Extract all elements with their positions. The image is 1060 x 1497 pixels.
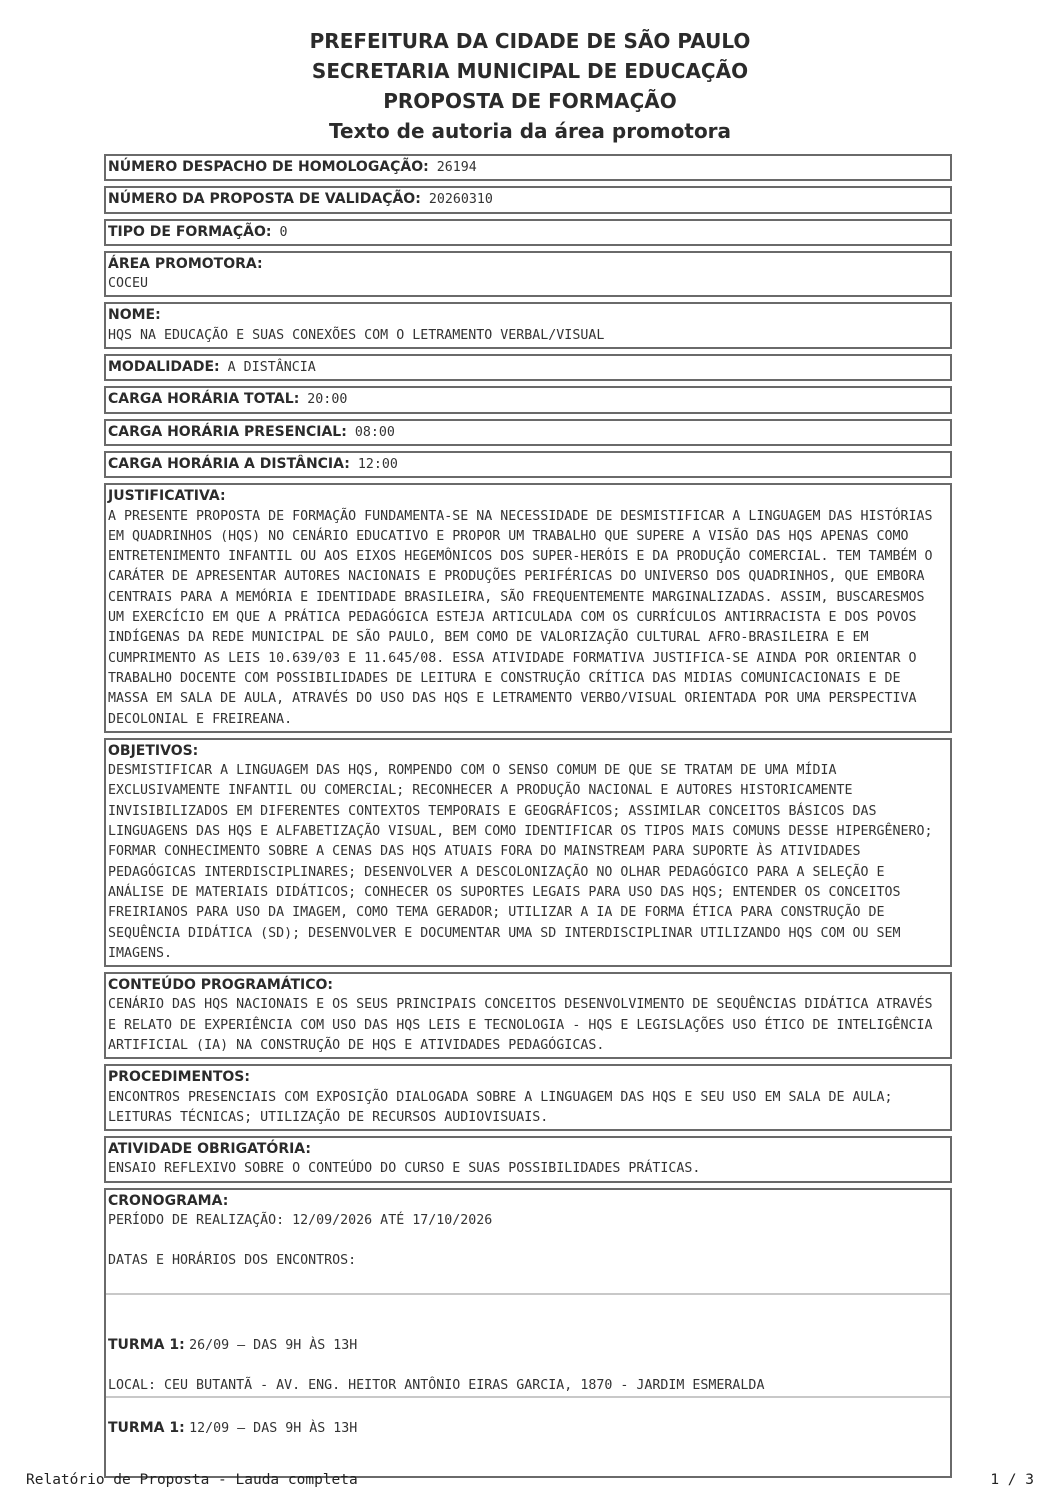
field-label: MODALIDADE:	[108, 359, 220, 376]
field-label: ATIVIDADE OBRIGATÓRIA:	[108, 1141, 311, 1158]
field-nome	[104, 302, 952, 349]
field-carga-total	[104, 386, 952, 413]
turma-value: 26/09 – DAS 9H ÀS 13H	[189, 1337, 358, 1353]
field-despacho	[104, 154, 952, 181]
field-value: ENCONTROS PRESENCIAIS COM EXPOSIÇÃO DIALOGADA SOBRE A LINGUAGEM DAS HQS E SEU USO EM SALA DE AULA; LEITURAS TÉCNICAS; UTILIZAÇÃO DE RECURSOS AUDIOVISUAIS.	[108, 1089, 901, 1125]
cronograma-periodo: PERÍODO DE REALIZAÇÃO: 12/09/2026 ATÉ 17/10/2026	[108, 1213, 493, 1229]
field-modalidade	[104, 354, 952, 381]
header-line-secretaria: SECRETARIA MUNICIPAL DE EDUCAÇÃO	[311, 59, 749, 83]
field-objetivos	[104, 738, 952, 967]
header-line-prefeitura: PREFEITURA DA CIDADE DE SÃO PAULO	[309, 29, 751, 53]
field-label: NÚMERO DESPACHO DE HOMOLOGAÇÃO:	[108, 159, 429, 175]
field-carga-distancia	[104, 451, 952, 478]
field-proposta	[104, 186, 952, 213]
turma-entry	[108, 1418, 948, 1439]
turma-label: TURMA 1:	[108, 1336, 185, 1353]
field-cronograma	[104, 1188, 952, 1478]
field-value: CENÁRIO DAS HQS NACIONAIS E OS SEUS PRINCIPAIS CONCEITOS DESENVOLVIMENTO DE SEQUÊNCIAS DIDÁTICA ATRAVÉS E RELATO DE EXPERIÊNCIA COM USO DAS HQS LEIS E TECNOLOGIA - HQS E LEGISLAÇÕES USO ÉTICO DE INTELIGÊNCIA ARTIFICIAL (IA) NA CONSTRUÇÃO DE HQS E ATIVIDADES PEDAGÓGICAS.	[108, 997, 941, 1053]
field-label: OBJETIVOS:	[108, 742, 199, 759]
field-label: PROCEDIMENTOS:	[108, 1069, 250, 1086]
field-value: 0	[279, 224, 288, 240]
field-value: DESMISTIFICAR A LINGUAGEM DAS HQS, ROMPENDO COM O SENSO COMUM DE QUE SE TRATAM DE UMA MÍDIA EXCLUSIVAMENTE INFANTIL OU COMERCIAL; RECONHECER A PRODUÇÃO NACIONAL E AUTORES HISTORICAMENTE INVISIBILIZADOS EM DIFERENTES CONTEXTOS TEMPORAIS E GEOGRÁFICOS; ASSIMILAR CONCEITOS BÁSICOS DAS LINGUAGENS DAS HQS E ALFABETIZAÇÃO VISUAL, BEM COMO IDENTIFICAR OS TIPOS MAIS COMUNS DESSE HIPERGÊNERO; FORMAR CONHECIMENTO SOBRE A CENAS DAS HQS ATUAIS FORA DO MAINSTREAM PARA SUPORTE ÀS ATIVIDADES PEDAGÓGICAS INTERDISCIPLINARES; DESENVOLVER A DESCOLONIZAÇÃO NO OLHAR PEDAGÓGICO PARA A SELEÇÃO E ANÁLISE DE MATERIAIS DIDÁTICOS; CONHECER OS SUPORTES LEGAIS PARA USO DAS HQS; ENTENDER OS CONCEITOS FREIRIANOS PARA USO DA IMAGEM, COMO TEMA GERADOR; UTILIZAR A IA DE FORMA ÉTICA PARA CONSTRUÇÃO DE SEQUÊNCIA DIDÁTICA (SD); DESENVOLVER E DOCUMENTAR UMA SD INTERDISCIPLINAR UTILIZANDO HQS COM OU SEM IMAGENS.	[108, 763, 941, 961]
field-label: TIPO DE FORMAÇÃO:	[108, 223, 272, 240]
turma-label: TURMA 1:	[108, 1420, 185, 1437]
field-atividade-obrigatoria	[104, 1136, 952, 1183]
footer-report-title: Relatório de Proposta - Lauda completa	[26, 1472, 358, 1488]
field-label: JUSTIFICATIVA:	[108, 488, 226, 505]
field-value: 08:00	[354, 424, 395, 440]
field-label: NÚMERO DA PROPOSTA DE VALIDAÇÃO:	[108, 191, 421, 208]
field-label: ÁREA PROMOTORA:	[108, 255, 263, 272]
field-value: A DISTÂNCIA	[227, 360, 316, 376]
field-label: CARGA HORÁRIA TOTAL:	[108, 391, 300, 408]
turma-value: 12/09 – DAS 9H ÀS 13H	[189, 1421, 358, 1437]
cronograma-datas: DATAS E HORÁRIOS DOS ENCONTROS:	[108, 1253, 357, 1269]
field-label: NOME:	[108, 307, 161, 324]
turma-entry	[108, 1335, 948, 1356]
field-area-promotora	[104, 251, 952, 298]
field-value: 20:00	[307, 392, 348, 408]
proposal-content	[104, 154, 952, 1483]
field-tipo	[104, 219, 952, 246]
page-number: 1 / 3	[990, 1472, 1034, 1488]
turma-local: LOCAL: CEU BUTANTÃ - AV. ENG. HEITOR ANTÔNIO EIRAS GARCIA, 1870 - JARDIM ESMERALDA	[108, 1377, 765, 1393]
page-footer	[26, 1472, 1034, 1488]
field-value: 20260310	[428, 192, 493, 208]
field-value: 26194	[436, 160, 477, 175]
field-conteudo-programatico	[104, 972, 952, 1059]
field-justificativa	[104, 483, 952, 733]
field-value: A PRESENTE PROPOSTA DE FORMAÇÃO FUNDAMENTA-SE NA NECESSIDADE DE DESMISTIFICAR A LINGUAGEM DAS HISTÓRIAS EM QUADRINHOS (HQS) NO CENÁRIO EDUCATIVO E PROPOR UM TRABALHO QUE SUPERE A VISÃO DAS HQS APENAS COMO ENTRETENIMENTO INFANTIL OU AOS EIXOS HEGEMÔNICOS DOS SUPER-HERÓIS E DA PRODUÇÃO COMERCIAL. TEM TAMBÉM O CARÁTER DE APRESENTAR AUTORES NACIONAIS E PRODUÇÕES PERIFÉRICAS DO UNIVERSO DOS QUADRINHOS, QUE EMBORA CENTRAIS PARA A MEMÓRIA E IDENTIDADE BRASILEIRA, SÃO FREQUENTEMENTE MARGINALIZADAS. ASSIM, BUSCARESMOS UM EXERCÍCIO EM QUE A PRÁTICA PEDAGÓGICA ESTEJA ARTICULADA COM OS CURRÍCULOS ANTIRRACISTA E DOS POVOS INDÍGENAS DA REDE MUNICIPAL DE SÃO PAULO, BEM COMO DE VALORIZAÇÃO CULTURAL AFRO-BRASILEIRA E EM CUMPRIMENTO AS LEIS 10.639/03 E 11.645/08. ESSA ATIVIDADE FORMATIVA JUSTIFICA-SE AINDA POR ORIENTAR O TRABALHO DOCENTE COM POSSIBILIDADES DE LEITURA E CONSTRUÇÃO CRÍTICA DAS MIDIAS COMUNICACIONAIS E DE MASSA EM SALA DE AULA, ATRAVÉS DO USO DAS HQS E LETRAMENTO VERBO/VISUAL ORIENTADA POR UMA PERSPECTIVA DECOLONIAL E FREIREANA.	[108, 508, 941, 727]
field-label: CONTEÚDO PROGRAMÁTICO:	[108, 977, 334, 994]
field-value: HQS NA EDUCAÇÃO E SUAS CONEXÕES COM O LETRAMENTO VERBAL/VISUAL	[108, 327, 605, 343]
field-value: ENSAIO REFLEXIVO SOBRE O CONTEÚDO DO CURSO E SUAS POSSIBILIDADES PRÁTICAS.	[108, 1161, 701, 1177]
header-line-autoria: Texto de autoria da área promotora	[328, 119, 732, 143]
field-label: CARGA HORÁRIA PRESENCIAL:	[108, 423, 347, 440]
field-value: COCEU	[108, 276, 149, 292]
document-header	[0, 26, 1060, 146]
field-label: CARGA HORÁRIA A DISTÂNCIA:	[108, 455, 350, 472]
field-carga-presencial	[104, 419, 952, 446]
field-label: CRONOGRAMA:	[108, 1192, 229, 1209]
header-line-proposta: PROPOSTA DE FORMAÇÃO	[383, 89, 677, 113]
field-procedimentos	[104, 1064, 952, 1131]
field-value: 12:00	[357, 456, 398, 472]
